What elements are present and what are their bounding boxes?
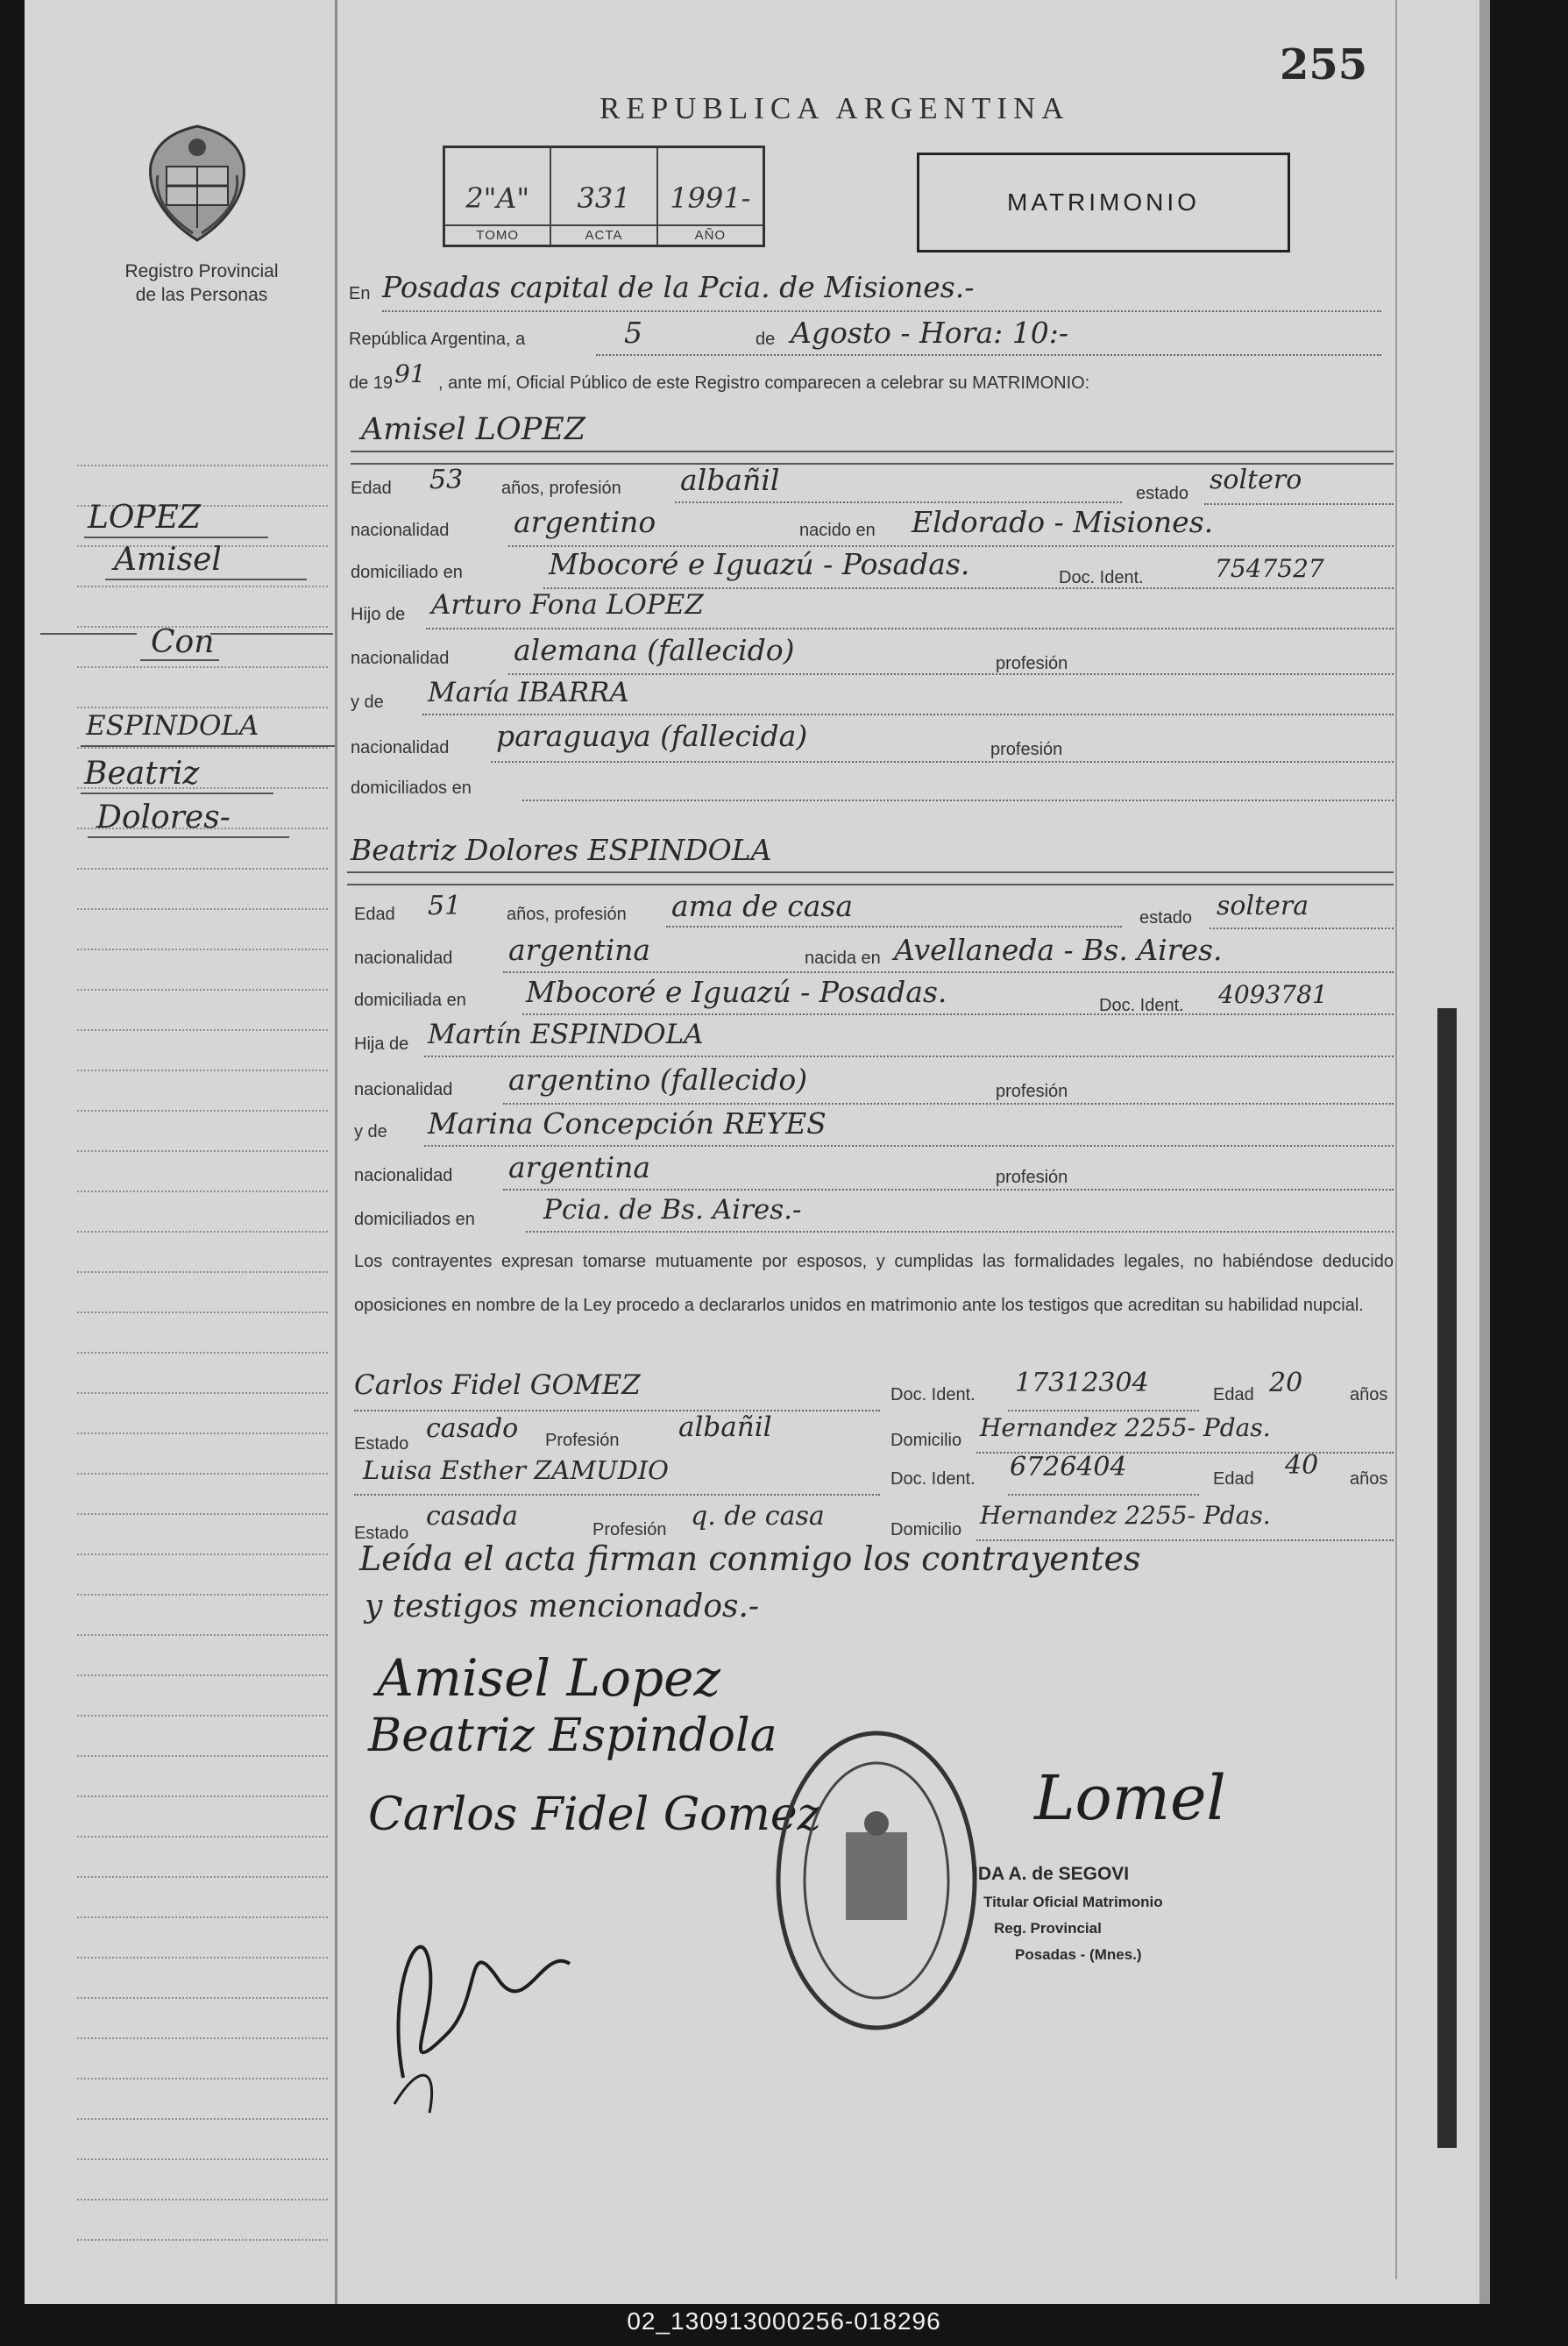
intro-statement: , ante mí, Oficial Público de este Registro comparecen a celebrar su MATRIMONIO: xyxy=(438,373,1090,393)
bride-mother-prof-label: profesión xyxy=(996,1168,1068,1187)
bride-doc: 4093781 xyxy=(1218,980,1328,1009)
coat-of-arms-icon xyxy=(140,123,254,244)
groom-domicilio-label: domiciliado en xyxy=(351,563,463,582)
official-seal-icon xyxy=(771,1727,982,2034)
tomo-cell xyxy=(445,148,551,245)
groom-mother-nat-label: nacionalidad xyxy=(351,738,450,757)
witness2-edad-label: Edad xyxy=(1213,1469,1254,1489)
groom-doc-label: Doc. Ident. xyxy=(1059,568,1144,587)
ano-label: AÑO xyxy=(658,224,763,243)
margin-groom-name: Amisel xyxy=(114,542,222,578)
bride-nationality: argentina xyxy=(508,933,651,967)
ano-cell xyxy=(658,148,763,245)
page-edge xyxy=(1479,0,1490,2304)
bride-name: Beatriz Dolores ESPINDOLA xyxy=(351,833,772,867)
groom-address: Mbocoré e Iguazú - Posadas. xyxy=(549,547,970,581)
witness2-doc-label: Doc. Ident. xyxy=(890,1469,976,1489)
witness1-name: Carlos Fidel GOMEZ xyxy=(354,1369,641,1401)
witness2-doc: 6726404 xyxy=(1010,1452,1127,1482)
bride-parents-dom-label: domiciliados en xyxy=(354,1210,475,1229)
witness2-name: Luisa Esther ZAMUDIO xyxy=(363,1455,669,1485)
page-number: 255 xyxy=(1280,40,1368,89)
groom-father-prof-label: profesión xyxy=(996,654,1068,673)
witness2-anos-label: años xyxy=(1350,1469,1388,1489)
witness2-domicilio-label: Domicilio xyxy=(890,1520,962,1539)
bride-mother: Marina Concepción REYES xyxy=(428,1106,827,1141)
witness2-status: casada xyxy=(426,1501,519,1532)
groom-signature: Amisel Lopez xyxy=(377,1648,720,1708)
witness2-profession: q. de casa xyxy=(691,1501,825,1532)
groom-mother-nationality: paraguaya (fallecida) xyxy=(496,719,808,753)
binding-spine xyxy=(1437,1008,1457,2148)
record-number-table xyxy=(443,146,765,247)
bride-domicilio-label: domiciliada en xyxy=(354,991,466,1010)
groom-age: 53 xyxy=(429,465,464,495)
scan-id-footer: 02_130913000256-018296 xyxy=(627,2307,941,2335)
witness2-estado-label: Estado xyxy=(354,1524,409,1543)
bride-mother-nat-label: nacionalidad xyxy=(354,1166,453,1185)
stamp-line-4: Posadas - (Mnes.) xyxy=(1015,1946,1142,1963)
stamp-line-1: IDA A. de SEGOVI xyxy=(973,1864,1130,1884)
groom-y-de-label: y de xyxy=(351,693,384,712)
groom-nacionalidad-label: nacionalidad xyxy=(351,521,450,540)
bride-birthplace: Avellaneda - Bs. Aires. xyxy=(894,933,1223,967)
ano-value: 1991- xyxy=(670,181,751,215)
bride-nacionalidad-label: nacionalidad xyxy=(354,949,453,968)
acta-cell xyxy=(551,148,657,245)
bride-parents-address: Pcia. de Bs. Aires.- xyxy=(543,1194,802,1226)
groom-status: soltero xyxy=(1210,465,1302,495)
tomo-label: TOMO xyxy=(445,224,550,243)
witness1-edad-label: Edad xyxy=(1213,1385,1254,1404)
bride-father-nationality: argentino (fallecido) xyxy=(508,1063,808,1097)
bride-profession: ama de casa xyxy=(671,889,854,923)
bride-profesion-label: años, profesión xyxy=(507,905,627,924)
bride-father-prof-label: profesión xyxy=(996,1082,1068,1101)
witness1-doc: 17312304 xyxy=(1015,1368,1149,1398)
bride-status: soltera xyxy=(1217,891,1309,921)
margin-bride-name: Beatriz xyxy=(84,756,200,792)
groom-father-nationality: alemana (fallecido) xyxy=(514,633,795,667)
groom-profesion-label: años, profesión xyxy=(501,479,621,498)
groom-mother: María IBARRA xyxy=(428,677,629,708)
groom-nacido-label: nacido en xyxy=(799,521,876,540)
acta-label: ACTA xyxy=(551,224,656,243)
groom-name: Amisel LOPEZ xyxy=(361,412,586,447)
groom-edad-label: Edad xyxy=(351,479,392,498)
stamp-line-3: Reg. Provincial xyxy=(994,1920,1102,1937)
groom-hijo-label: Hijo de xyxy=(351,605,406,624)
bride-hija-label: Hija de xyxy=(354,1034,409,1054)
witness1-address: Hernandez 2255- Pdas. xyxy=(980,1413,1271,1442)
witness1-profession: albañil xyxy=(678,1411,772,1443)
groom-nationality: argentino xyxy=(514,505,656,539)
groom-mother-prof-label: profesión xyxy=(990,740,1063,759)
tomo-value: 2"A" xyxy=(465,181,530,215)
groom-estado-label: estado xyxy=(1136,484,1189,503)
witness1-estado-label: Estado xyxy=(354,1434,409,1454)
bride-edad-label: Edad xyxy=(354,905,395,924)
closing-line-2: y testigos mencionados.- xyxy=(365,1589,760,1624)
official-signature: Lomel xyxy=(1034,1762,1226,1834)
witness1-status: casado xyxy=(426,1413,519,1444)
witness1-anos-label: años xyxy=(1350,1385,1388,1404)
right-margin-rule xyxy=(1395,0,1397,2279)
document-type-box: MATRIMONIO xyxy=(917,153,1290,252)
second-witness-signature xyxy=(368,1859,578,2122)
registry-label: Registro Provincial de las Personas xyxy=(124,261,279,305)
ceremony-month-time: Agosto - Hora: 10:- xyxy=(791,316,1068,350)
country-heading: REPUBLICA ARGENTINA xyxy=(600,91,1070,125)
bride-estado-label: estado xyxy=(1139,908,1193,928)
witness1-doc-label: Doc. Ident. xyxy=(890,1385,976,1404)
bride-nacida-label: nacida en xyxy=(805,949,881,968)
bride-father-nat-label: nacionalidad xyxy=(354,1080,453,1099)
year-suffix: 91 xyxy=(394,359,426,388)
stamp-line-2: Titular Oficial Matrimonio xyxy=(983,1894,1163,1910)
groom-doc: 7547527 xyxy=(1215,554,1324,583)
witness2-address: Hernandez 2255- Pdas. xyxy=(980,1501,1271,1530)
margin-bride-middle-name: Dolores- xyxy=(96,800,231,835)
bride-y-de-label: y de xyxy=(354,1122,387,1141)
witness1-profesion-label: Profesión xyxy=(545,1431,620,1450)
groom-birthplace: Eldorado - Misiones. xyxy=(912,505,1214,539)
declaration-text: Los contrayentes expresan tomarse mutuamente por esposos, y cumplidas las formalidades legales, no habiéndose deducido oposiciones en nombre de la Ley procedo a declararlos unidos en matrimonio ante los testigos que acreditan su habilidad nupcial. xyxy=(354,1252,1394,1315)
groom-parents-dom-label: domiciliados en xyxy=(351,778,472,798)
witness2-age: 40 xyxy=(1285,1450,1319,1481)
year-prefix: de 19 xyxy=(349,373,394,393)
republica-label: República Argentina, a xyxy=(349,330,526,349)
witness1-age: 20 xyxy=(1269,1368,1303,1398)
witness1-domicilio-label: Domicilio xyxy=(890,1431,962,1450)
bride-address: Mbocoré e Iguazú - Posadas. xyxy=(526,975,947,1009)
groom-father: Arturo Fona LOPEZ xyxy=(431,589,704,621)
witness2-profesion-label: Profesión xyxy=(592,1520,667,1539)
acta-value: 331 xyxy=(577,181,631,215)
de-label: de xyxy=(756,330,776,349)
groom-father-nat-label: nacionalidad xyxy=(351,649,450,668)
bride-signature: Beatriz Espindola xyxy=(368,1710,777,1762)
margin-connector: Con xyxy=(151,624,215,660)
margin-groom-surname: LOPEZ xyxy=(88,500,201,536)
en-label: En xyxy=(349,284,371,303)
margin-bride-surname: ESPINDOLA xyxy=(86,710,259,742)
closing-line-1: Leída el acta firman conmigo los contrayentes xyxy=(359,1539,1141,1578)
bride-doc-label: Doc. Ident. xyxy=(1099,996,1184,1015)
ceremony-day: 5 xyxy=(624,316,642,350)
ceremony-place: Posadas capital de la Pcia. de Misiones.- xyxy=(382,270,975,304)
margin-rule xyxy=(335,0,337,2304)
bride-age: 51 xyxy=(428,891,462,921)
bride-mother-nationality: argentina xyxy=(508,1150,651,1184)
groom-profession: albañil xyxy=(680,463,780,497)
witness-signature: Carlos Fidel Gomez xyxy=(368,1788,822,1841)
bride-father: Martín ESPINDOLA xyxy=(428,1019,704,1050)
